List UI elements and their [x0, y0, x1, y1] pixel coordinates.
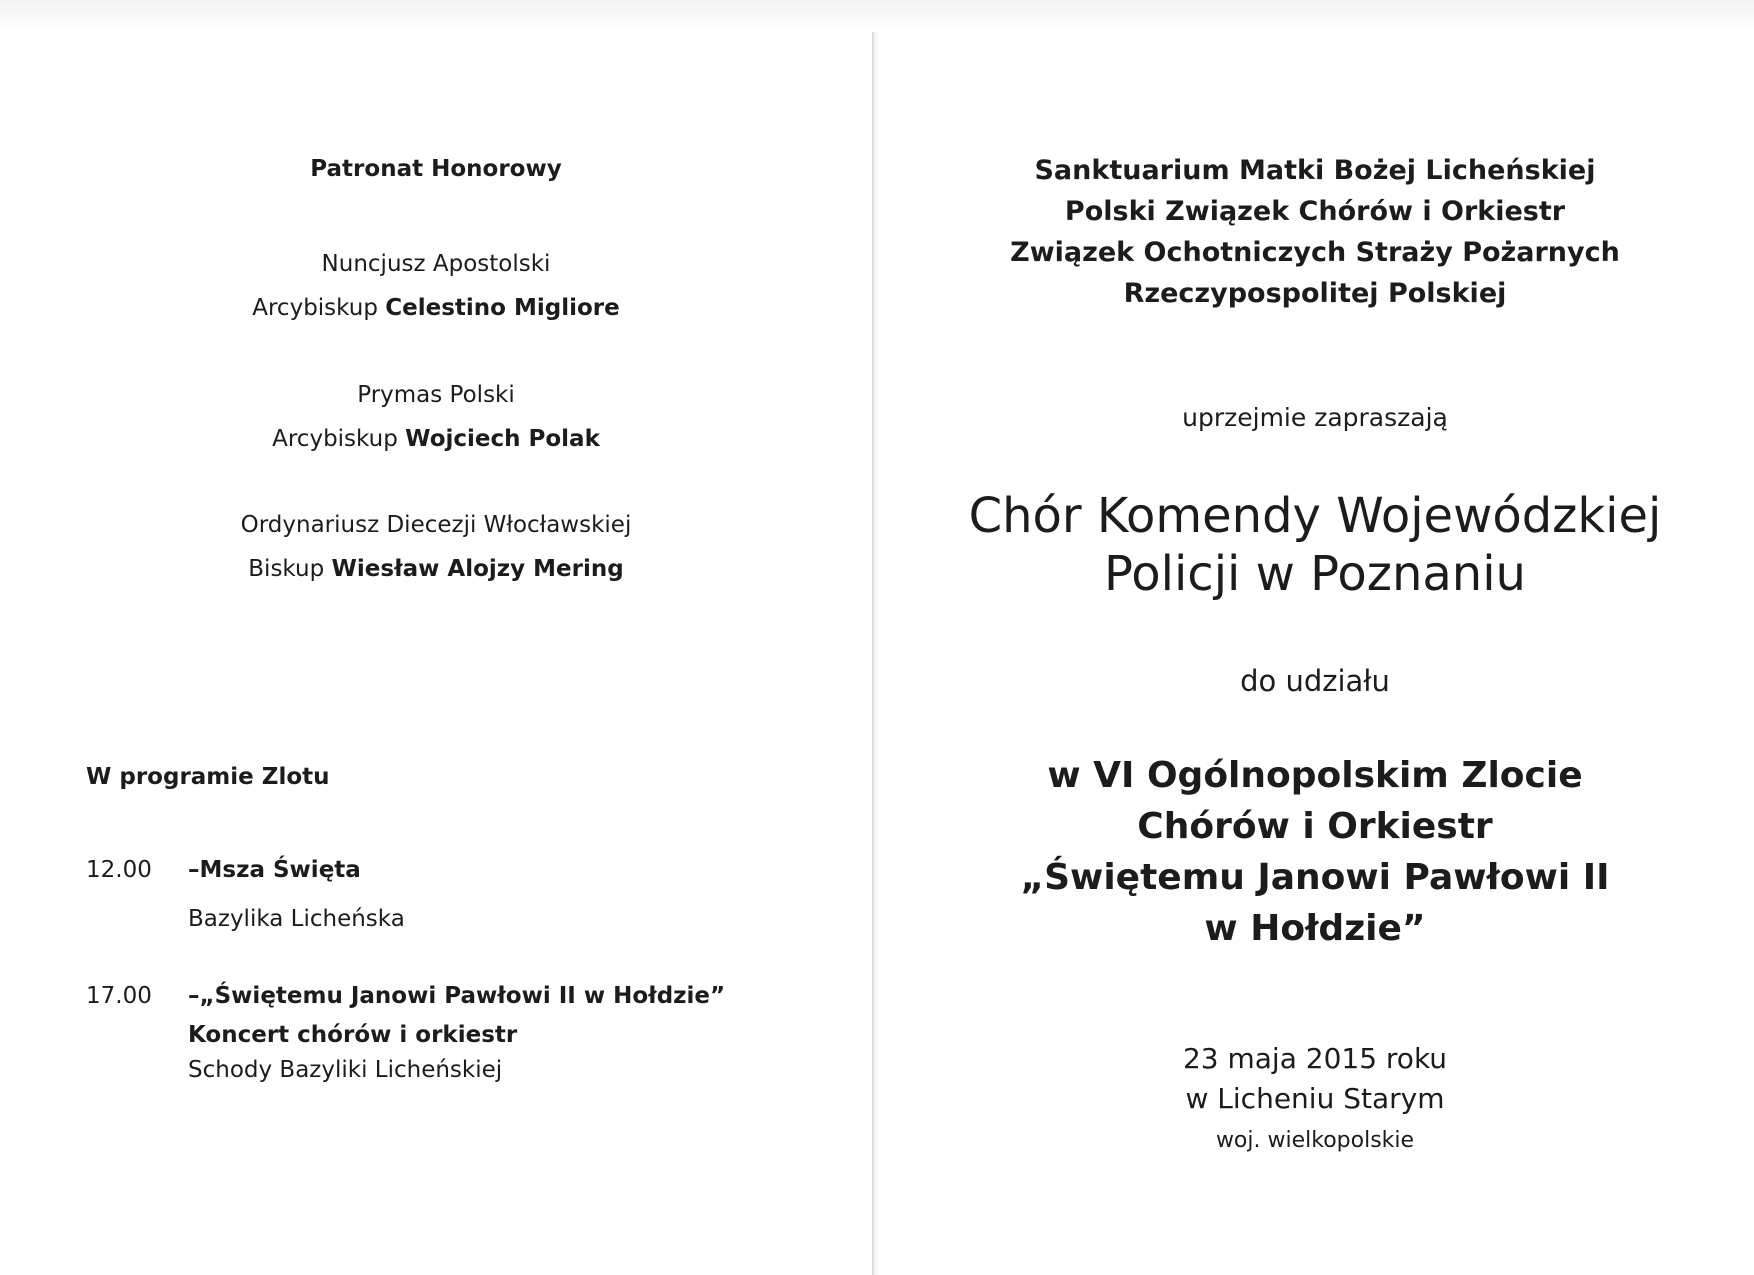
event-title-line: w VI Ogólnopolskim Zlocie	[1047, 755, 1583, 796]
patron-name: Wiesław Alojzy Mering	[331, 556, 624, 582]
patron-name: Wojciech Polak	[405, 426, 600, 452]
invite-text: uprzejmie zapraszają	[1182, 403, 1448, 432]
event-place: w Licheniu Starym	[1185, 1082, 1445, 1115]
patron-title: Arcybiskup	[252, 295, 378, 321]
patron-title: Arcybiskup	[272, 426, 398, 452]
event-title-line: Chórów i Orkiestr	[1137, 806, 1493, 847]
event-date: 23 maja 2015 roku	[1182, 1042, 1448, 1075]
organizer-line: Związek Ochotniczych Straży Pożarnych	[1010, 237, 1620, 268]
organizers	[876, 150, 1754, 314]
patron-role: Prymas Polski	[357, 382, 515, 408]
patron-line	[0, 547, 872, 591]
program-event-title: –„Świętemu Janowi Pawłowi II w Hołdzie”	[188, 983, 726, 1009]
patron-line	[0, 417, 872, 461]
right-page	[876, 32, 1754, 1275]
program-item-2	[86, 978, 725, 1015]
choir-name	[876, 487, 1754, 603]
program-event-title: –Msza Święta	[188, 857, 361, 883]
program-title: W programie Zlotu	[86, 764, 330, 790]
left-page	[0, 32, 872, 1275]
patron-name: Celestino Migliore	[385, 295, 620, 321]
program-place: Bazylika Licheńska	[188, 906, 405, 932]
patron-line	[0, 286, 872, 330]
organizer-line: Sanktuarium Matki Bożej Licheńskiej	[1034, 155, 1596, 186]
program-time: 12.00	[86, 857, 152, 883]
event-region: woj. wielkopolskie	[1215, 1128, 1415, 1153]
patron-1	[0, 242, 872, 330]
sheet-top-edge	[0, 0, 1754, 32]
program-place: Schody Bazyliki Licheńskiej	[188, 1057, 503, 1083]
event-title	[876, 750, 1754, 954]
patron-3	[0, 503, 872, 591]
patron-role: Ordynariusz Diecezji Włocławskiej	[240, 512, 632, 538]
event-title-line: „Świętemu Janowi Pawłowi II	[1020, 857, 1610, 898]
organizer-line: Polski Związek Chórów i Orkiestr	[1064, 196, 1566, 227]
patron-role: Nuncjusz Apostolski	[321, 251, 551, 277]
participation-text: do udziału	[1240, 664, 1390, 698]
patron-title: Biskup	[248, 556, 325, 582]
program-event-subtitle: Koncert chórów i orkiestr	[188, 1022, 518, 1048]
choir-line: Policji w Poznaniu	[1104, 546, 1526, 602]
program-time: 17.00	[86, 983, 152, 1009]
event-title-line: w Hołdzie”	[1204, 908, 1426, 949]
patron-2	[0, 373, 872, 461]
choir-line: Chór Komendy Wojewódzkiej	[968, 488, 1662, 544]
organizer-line: Rzeczypospolitej Polskiej	[1123, 278, 1507, 309]
patronage-title: Patronat Honorowy	[310, 156, 562, 182]
program-item-1	[86, 852, 361, 889]
